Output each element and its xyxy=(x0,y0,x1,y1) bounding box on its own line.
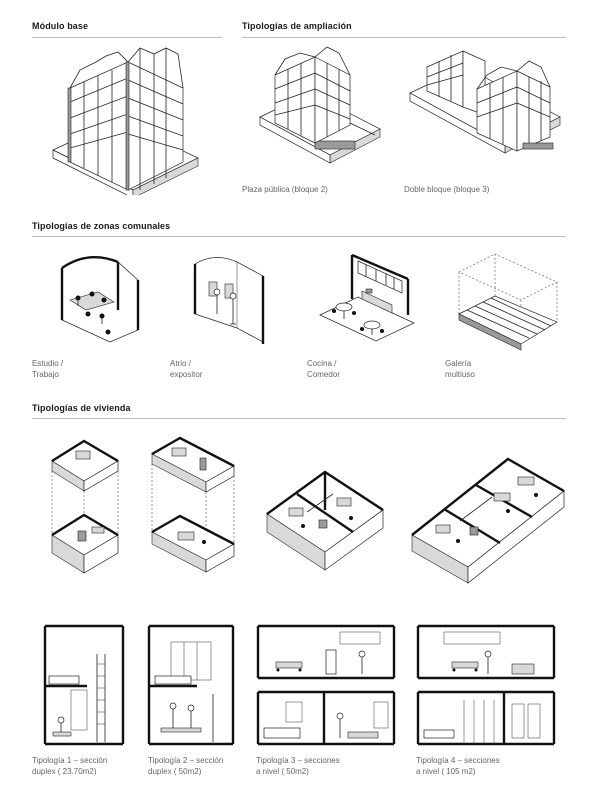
section-title-ampliacion: Tipologías de ampliación xyxy=(242,21,352,31)
caption-tipologia-4-2: a nivel ( 105 m2) xyxy=(416,767,476,776)
caption-doble-bloque: Doble bloque (bloque 3) xyxy=(404,185,490,194)
section-rule xyxy=(32,37,222,38)
caption-cocina-2: Comedor xyxy=(307,370,340,379)
caption-plaza-publica: Plaza pública (bloque 2) xyxy=(242,185,328,194)
tipologia-2-axonometric xyxy=(148,432,238,582)
cocina-comedor-axonometric xyxy=(318,245,418,345)
caption-cocina-1: Cocina / xyxy=(307,359,337,368)
tipologia-2-seccion xyxy=(147,624,235,746)
doble-bloque-axonometric xyxy=(405,45,565,170)
caption-galeria-1: Galería xyxy=(445,359,472,368)
galeria-multiuso-axonometric xyxy=(455,252,560,352)
section-rule xyxy=(242,37,566,38)
caption-galeria-2: multiuso xyxy=(445,370,475,379)
section-title-zonas-comunales: Tipologías de zonas comunales xyxy=(32,221,171,231)
caption-atrio-2: expositor xyxy=(170,370,203,379)
caption-estudio-2: Trabajo xyxy=(32,370,59,379)
caption-estudio-1: Estudio / xyxy=(32,359,64,368)
atrio-expositor-axonometric xyxy=(185,252,270,352)
caption-tipologia-1-2: duplex ( 23.70m2) xyxy=(32,767,97,776)
section-rule xyxy=(32,236,566,237)
section-title-vivienda: Tipologías de vivienda xyxy=(32,403,131,413)
section-title-modulo-base: Módulo base xyxy=(32,21,89,31)
caption-tipologia-3-1: Tipología 3 – secciones xyxy=(256,756,340,765)
plaza-publica-axonometric xyxy=(255,45,385,175)
caption-tipologia-2-2: duplex ( 50m2) xyxy=(148,767,202,776)
caption-tipologia-4-1: Tipología 4 – secciones xyxy=(416,756,500,765)
caption-tipologia-1-1: Tipología 1 – sección xyxy=(32,756,108,765)
tipologia-1-axonometric xyxy=(48,435,123,585)
tipologia-1-seccion xyxy=(43,624,125,746)
caption-tipologia-3-2: a nivel ( 50m2) xyxy=(256,767,309,776)
estudio-trabajo-axonometric xyxy=(48,250,143,345)
tipologia-3-axonometric xyxy=(263,450,388,580)
section-rule xyxy=(32,418,566,419)
tipologia-3-secciones xyxy=(256,624,396,746)
caption-atrio-1: Atrio / xyxy=(170,359,191,368)
tipologia-4-axonometric xyxy=(408,445,568,585)
caption-tipologia-2-1: Tipología 2 – sección xyxy=(148,756,224,765)
modulo-base-axonometric xyxy=(48,40,208,195)
tipologia-4-secciones xyxy=(416,624,556,746)
